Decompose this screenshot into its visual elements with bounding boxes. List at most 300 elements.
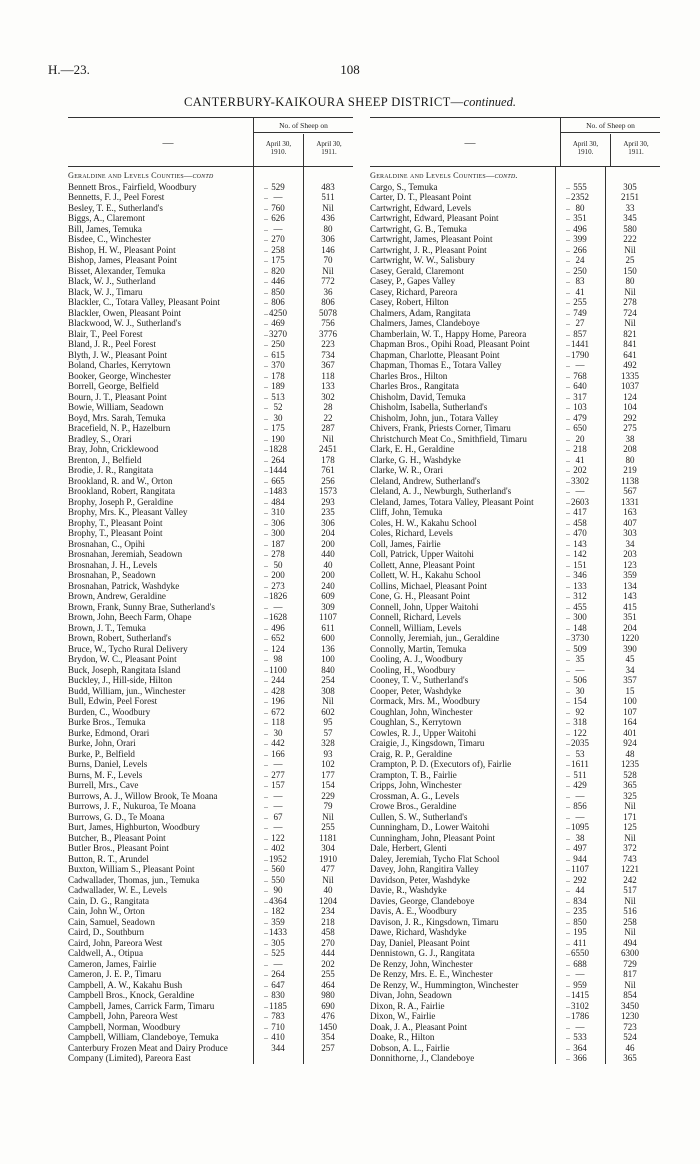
owner-name: Bruce, W., Tycho Rural Delivery <box>68 643 188 654</box>
table-row <box>370 518 660 529</box>
sheep-1910: 710 <box>271 1021 285 1032</box>
sheep-1910: 484 <box>271 496 285 507</box>
leader-dots: .. <box>264 297 268 306</box>
sheep-1911: 729 <box>623 958 637 969</box>
owner-name: Bill, James, Temuka <box>68 223 142 234</box>
table-row <box>370 686 660 697</box>
table-row <box>68 192 353 203</box>
table-row <box>370 812 660 823</box>
sheep-1910: 850 <box>271 286 285 297</box>
table-row <box>370 203 660 214</box>
owner-name: Brosnahan, J. H., Levels <box>68 559 158 570</box>
table-row <box>370 528 660 539</box>
sheep-1911: Nil <box>322 874 334 885</box>
leader-dots: .. <box>264 780 268 789</box>
sheep-1911: 303 <box>623 528 637 538</box>
sheep-1911: 5078 <box>319 307 337 318</box>
sheep-1910: 688 <box>573 958 587 969</box>
owner-name: Collett, Anne, Pleasant Point <box>370 559 475 570</box>
owner-name: Cooper, Peter, Washdyke <box>370 685 462 696</box>
leader-dots: .. <box>566 864 570 873</box>
table-row <box>370 885 660 896</box>
table-row <box>370 560 660 571</box>
table-row <box>68 707 353 718</box>
owner-name: Day, Daniel, Pleasant Point <box>370 937 470 948</box>
owner-name: Doake, R., Hilton <box>370 1032 435 1042</box>
sheep-1911: 15 <box>625 685 635 696</box>
table-row <box>370 329 660 340</box>
table-row <box>68 255 353 266</box>
table-row <box>68 1001 353 1012</box>
sheep-1910: 652 <box>271 633 285 643</box>
sheep-1911: 234 <box>321 906 335 916</box>
owner-name: Cadwallader, Thomas, jun., Temuka <box>68 874 200 885</box>
leader-dots: .. <box>264 601 268 611</box>
sheep-1911: 38 <box>625 433 635 444</box>
sheep-1910: 944 <box>573 853 587 864</box>
sheep-1911: 202 <box>321 958 335 969</box>
owner-name: Christchurch Meat Co., Smithfield, Timaru <box>370 433 527 444</box>
leader-dots: .. <box>264 874 268 884</box>
table-row <box>370 1022 660 1033</box>
owner-name: Carter, D. T., Pleasant Point <box>370 192 472 202</box>
leader-dots: .. <box>264 234 268 243</box>
leader-dots: .. <box>264 895 268 905</box>
leader-dots: .. <box>566 948 570 957</box>
table-row <box>370 360 660 371</box>
sheep-1910: 550 <box>271 874 285 885</box>
leader-dots: .. <box>264 192 268 201</box>
sheep-1910: 366 <box>573 1053 587 1063</box>
table-row <box>68 1043 353 1054</box>
owner-name: Bradley, S., Orari <box>68 433 132 444</box>
leader-dots: .. <box>264 276 268 285</box>
sheep-1910: 30 <box>575 685 585 696</box>
sheep-1911: 3776 <box>319 328 337 339</box>
table-row <box>370 465 660 476</box>
sheep-1910: 1444 <box>269 465 287 475</box>
sheep-1911: 354 <box>321 1032 335 1042</box>
leader-dots: .. <box>566 780 570 789</box>
header-group <box>253 118 353 166</box>
table-row <box>68 801 353 812</box>
owner-name: Dawe, Richard, Washdyke <box>370 927 467 937</box>
sheep-1911: 854 <box>623 990 637 1000</box>
owner-name: Burns, Daniel, Levels <box>68 759 148 769</box>
owner-name: Campbell, A. W., Kakahu Bush <box>68 979 183 990</box>
sheep-1910: 264 <box>271 969 285 979</box>
table-row <box>370 413 660 424</box>
owner-name: Bracefield, N. P., Hazelburn <box>68 423 171 433</box>
leader-dots: .. <box>264 843 268 852</box>
owner-name: Cain, Samuel, Seadown <box>68 916 155 927</box>
table-row <box>68 276 353 287</box>
sheep-1911: 125 <box>623 822 637 832</box>
table-row <box>370 665 660 676</box>
leader-dots: .. <box>264 885 268 894</box>
header-year-1911: April 30, 1911. <box>316 140 342 156</box>
sheep-1911: 34 <box>625 664 635 675</box>
owner-name: De Renzy, W., Hummington, Winchester <box>370 979 519 990</box>
table-row <box>370 444 660 455</box>
table-row <box>68 675 353 686</box>
leader-dots: .. <box>566 664 570 674</box>
owner-name: Divan, John, Seadown <box>370 990 452 1000</box>
table-row <box>68 623 353 634</box>
owner-name: Collins, Michael, Pleasant Point <box>370 580 487 591</box>
leader-dots: .. <box>566 360 570 369</box>
leader-dots: .. <box>566 853 570 863</box>
owner-name: Budd, William, jun., Winchester <box>68 685 186 696</box>
table-row <box>370 381 660 392</box>
owner-name: Cleland, A. J., Newburgh, Sutherland's <box>370 486 512 496</box>
sheep-1910: 455 <box>573 601 587 612</box>
table-row <box>68 927 353 938</box>
owner-name: Bishop, H. W., Pleasant Point <box>68 244 176 255</box>
sheep-1911: 204 <box>623 622 637 633</box>
sheep-1911: 351 <box>623 612 637 622</box>
sheep-1910: 3102 <box>571 1000 589 1011</box>
sheep-1910: 410 <box>271 1032 285 1042</box>
sheep-1911: 1910 <box>319 853 337 864</box>
sheep-1911: Nil <box>322 265 334 276</box>
owner-name: Boland, Charles, Kerrytown <box>68 360 171 370</box>
leader-dots: .. <box>264 391 268 401</box>
sheep-1910: 270 <box>271 234 285 244</box>
sheep-1911: Nil <box>624 244 636 255</box>
table-row <box>370 822 660 833</box>
sheep-1911: 1220 <box>621 633 639 643</box>
table-row <box>370 770 660 781</box>
leader-dots: .. <box>566 465 570 474</box>
sheep-1911: 1107 <box>319 612 337 622</box>
owner-name: Besley, T. E., Sutherland's <box>68 202 163 213</box>
table-row <box>370 497 660 508</box>
table-row <box>68 1032 353 1043</box>
sheep-1910: 497 <box>573 843 587 853</box>
sheep-1910: 189 <box>271 381 285 391</box>
table-row <box>68 906 353 917</box>
sheep-1910: 178 <box>271 370 285 381</box>
leader-dots: .. <box>264 927 268 936</box>
owner-name: Button, R. T., Arundel <box>68 853 149 864</box>
owner-name: Cullen, S. W., Sutherland's <box>370 811 468 822</box>
owner-name: Daley, Jeremiah, Tycho Flat School <box>370 853 500 864</box>
leader-dots: .. <box>264 1011 268 1020</box>
sheep-1911: Nil <box>322 811 334 822</box>
sheep-1910: 959 <box>573 979 587 990</box>
leader-dots: .. <box>566 1053 570 1062</box>
leader-dots: .. <box>264 759 268 768</box>
sheep-1911: 123 <box>623 559 637 570</box>
owner-name: Bland, J. R., Peel Forest <box>68 339 156 349</box>
sheep-1910: 806 <box>271 297 285 307</box>
table-row <box>68 591 353 602</box>
sheep-1911: 511 <box>321 192 335 202</box>
table-row <box>370 623 660 634</box>
sheep-1910: 1952 <box>269 853 287 864</box>
leader-dots: .. <box>566 454 570 464</box>
leader-dots: .. <box>566 265 570 275</box>
table-row <box>370 350 660 361</box>
leader-dots: .. <box>566 601 570 611</box>
sheep-1910: 1790 <box>571 349 589 360</box>
sheep-1911: 80 <box>323 223 333 234</box>
leader-dots: .. <box>264 633 268 642</box>
table-row <box>68 780 353 791</box>
table-row <box>68 465 353 476</box>
sheep-1911: 415 <box>623 601 637 612</box>
sheep-1911: 154 <box>321 780 335 790</box>
owner-name: Cripps, John, Winchester <box>370 780 462 790</box>
sheep-1911: 458 <box>321 927 335 937</box>
table-row <box>68 234 353 245</box>
leader-dots: .. <box>264 906 268 915</box>
sheep-1911: 365 <box>623 1053 637 1063</box>
owner-name: Coll, James, Fairlie <box>370 538 441 549</box>
title-main: CANTERBURY-KAIKOURA SHEEP DISTRICT— <box>184 95 464 109</box>
sheep-1911: 567 <box>623 486 637 496</box>
owner-name: Brodie, J. R., Rangitata <box>68 465 154 475</box>
owner-name: Buck, Joseph, Rangitata Island <box>68 664 181 675</box>
table-row <box>68 392 353 403</box>
table-row <box>370 570 660 581</box>
leader-dots: .. <box>566 202 570 212</box>
sheep-1911: 25 <box>625 255 635 265</box>
owner-name: Cartwright, W. W., Salisbury <box>370 255 475 265</box>
sheep-1910: 370 <box>271 360 285 370</box>
sheep-1910: 850 <box>573 916 587 927</box>
table-row <box>68 318 353 329</box>
owner-name: Brown, Andrew, Geraldine <box>68 591 166 601</box>
sheep-1911: 235 <box>321 507 335 517</box>
sheep-1911: 2451 <box>319 444 337 454</box>
leader-dots: .. <box>566 1042 570 1052</box>
table-row <box>370 990 660 1001</box>
leader-dots: .. <box>264 643 268 653</box>
sheep-1911: 609 <box>321 591 335 601</box>
sheep-1911: 46 <box>625 1042 635 1053</box>
left-table <box>68 117 353 1064</box>
leader-dots: .. <box>566 192 570 201</box>
owner-name: Brophy, T., Pleasant Point <box>68 528 163 538</box>
owner-name: Cain, John W., Orton <box>68 906 145 916</box>
leader-dots: .. <box>566 885 570 894</box>
leader-dots: .. <box>566 969 570 978</box>
table-row <box>370 318 660 329</box>
table-row <box>68 413 353 424</box>
owner-name: Burrows, G. D., Te Moana <box>68 811 165 822</box>
sheep-1911: 345 <box>623 213 637 223</box>
sheep-1911: 841 <box>623 339 637 349</box>
sheep-1911: 494 <box>623 937 637 948</box>
sheep-1911: 95 <box>323 717 333 727</box>
sheep-1911: 256 <box>321 475 335 486</box>
owner-name: Buxton, William S., Pleasant Point <box>68 864 195 874</box>
sheep-1910: 856 <box>573 801 587 811</box>
sheep-1910: 665 <box>271 475 285 486</box>
leader-dots: .. <box>566 381 570 390</box>
table-row <box>68 654 353 665</box>
table-row <box>68 224 353 235</box>
leader-dots: .. <box>264 370 268 380</box>
owner-name: Cone, G. H., Pleasant Point <box>370 591 471 601</box>
owner-name: Dixon, W., Fairlie <box>370 1011 436 1021</box>
leader-dots: .. <box>566 916 570 926</box>
sheep-1911: Nil <box>624 895 636 906</box>
table-row <box>68 938 353 949</box>
table-row <box>68 633 353 644</box>
sheep-1910: 278 <box>271 549 285 559</box>
sheep-1911: 133 <box>321 381 335 391</box>
owner-name: Brenton, J., Belfield <box>68 454 142 465</box>
sheep-1911: 257 <box>321 1042 335 1053</box>
owner-name: Cormack, Mrs. M., Woodbury <box>370 696 480 706</box>
leader-dots: .. <box>264 969 268 978</box>
sheep-1911: 177 <box>321 769 335 780</box>
owner-name: Brophy, T., Pleasant Point <box>68 517 163 528</box>
owner-name: Coles, H. W., Kakahu School <box>370 517 477 528</box>
sheep-1911: 516 <box>623 906 637 916</box>
leader-dots: .. <box>566 412 570 422</box>
sheep-1910: 469 <box>271 318 285 328</box>
table-row <box>68 539 353 550</box>
table-row <box>370 875 660 886</box>
leader-dots: .. <box>566 675 570 684</box>
table-row <box>370 308 660 319</box>
sheep-1910: 1611 <box>571 759 589 769</box>
table-row <box>68 602 353 613</box>
sheep-1910: 38 <box>575 832 585 843</box>
sheep-1911: 107 <box>623 706 637 717</box>
sheep-1911: Nil <box>624 927 636 937</box>
leader-dots: .. <box>264 496 268 506</box>
sheep-1910: 768 <box>573 370 587 381</box>
table-row <box>68 350 353 361</box>
sheep-1910: 479 <box>573 412 587 423</box>
table-row <box>370 371 660 382</box>
owner-name: Burke, Edmond, Orari <box>68 727 150 738</box>
sheep-1910: 175 <box>271 423 285 433</box>
sheep-1911: Nil <box>624 801 636 811</box>
sheep-1910: 1483 <box>269 486 287 496</box>
owner-name: Canterbury Frozen Meat and Dairy Produce <box>68 1042 228 1053</box>
owner-name: Casey, Gerald, Claremont <box>370 265 464 276</box>
table-row <box>68 1053 353 1064</box>
sheep-1911: 304 <box>321 843 335 853</box>
sheep-1911: 1037 <box>621 381 639 391</box>
sheep-1910: 30 <box>273 727 283 738</box>
sheep-1911: 724 <box>623 307 637 318</box>
sheep-1910: 122 <box>271 832 285 843</box>
leader-dots: .. <box>566 822 570 831</box>
sheep-1910: 166 <box>271 748 285 759</box>
owner-name: Cleland, James, Totara Valley, Pleasant Point <box>370 496 534 507</box>
leader-dots: .. <box>264 202 268 212</box>
owner-name: Cunningham, D., Lower Waitohi <box>370 822 490 832</box>
owner-name: Butcher, B., Pleasant Point <box>68 832 166 843</box>
sheep-1910: — <box>575 664 585 675</box>
sheep-1910: 364 <box>573 1042 587 1053</box>
leader-dots: .. <box>566 591 570 600</box>
table-row <box>370 276 660 287</box>
sheep-1911: 143 <box>623 591 637 601</box>
sheep-1911: 79 <box>323 801 333 811</box>
sheep-1910: 154 <box>573 696 587 706</box>
sheep-1910: 429 <box>573 780 587 790</box>
sheep-1910: 1828 <box>269 444 287 454</box>
owner-name: Burke Bros., Temuka <box>68 717 146 727</box>
sheep-1911: 743 <box>623 853 637 864</box>
sheep-1911: 104 <box>623 402 637 412</box>
leader-dots: .. <box>566 622 570 632</box>
sheep-1910: 417 <box>573 507 587 517</box>
owner-name: Cooling, H., Woodbury <box>370 664 456 675</box>
sheep-1911: 1573 <box>319 486 337 496</box>
leader-dots: .. <box>566 580 570 590</box>
sheep-1911: 254 <box>321 675 335 685</box>
leader-dots: .. <box>264 958 268 968</box>
sheep-1910: 250 <box>271 339 285 349</box>
sheep-1910: 647 <box>271 979 285 990</box>
sheep-1911: 611 <box>321 622 335 633</box>
sheep-1910: 3730 <box>571 633 589 643</box>
sheep-1911: 136 <box>321 643 335 654</box>
sheep-1911: 134 <box>623 580 637 591</box>
owner-name: Cartwright, J. R., Pleasant Point <box>370 244 487 255</box>
table-row <box>68 959 353 970</box>
table-row <box>370 633 660 644</box>
table-row <box>370 297 660 308</box>
sheep-1911: 528 <box>623 769 637 780</box>
owner-name: Dixon, R. A., Fairlie <box>370 1000 445 1011</box>
sheep-1910: — <box>273 192 283 202</box>
page-number: 108 <box>340 62 360 77</box>
owner-name: Cooney, T. V., Sutherland's <box>370 675 469 685</box>
leader-dots: .. <box>566 549 570 558</box>
table-row <box>370 255 660 266</box>
owner-name: Caird, John, Pareora West <box>68 937 163 948</box>
sheep-1911: 390 <box>623 643 637 654</box>
owner-name: Caird, D., Southburn <box>68 927 145 937</box>
owner-name: Borrell, George, Belfield <box>68 381 159 391</box>
table-row <box>68 329 353 340</box>
owner-name: Bishop, James, Pleasant Point <box>68 255 177 265</box>
owner-name: Coll, Patrick, Upper Waitohi <box>370 549 474 559</box>
leader-dots: .. <box>264 307 268 317</box>
leader-dots: .. <box>264 507 268 516</box>
owner-name: Burden, C., Woodbury <box>68 706 151 717</box>
sheep-1910: 300 <box>271 528 285 538</box>
owner-name: Brosnahan, P., Seadown <box>68 570 156 580</box>
sheep-1910: 560 <box>271 864 285 874</box>
leader-dots: .. <box>264 475 268 485</box>
sheep-1910: 533 <box>573 1032 587 1042</box>
sheep-1911: Nil <box>322 696 334 706</box>
table-row <box>68 297 353 308</box>
sheep-1911: 40 <box>323 559 333 570</box>
owner-name: Craigie, J., Kingsdown, Timaru <box>370 738 485 748</box>
sheep-1911: 48 <box>625 748 635 759</box>
leader-dots: .. <box>264 223 268 233</box>
table-row <box>370 434 660 445</box>
owner-name: Coles, Richard, Levels <box>370 528 453 538</box>
sheep-1910: 2352 <box>571 192 589 202</box>
sheep-1910: 200 <box>271 570 285 580</box>
leader-dots: .. <box>264 748 268 758</box>
sheep-1910: — <box>273 759 283 769</box>
sheep-1910: 124 <box>271 643 285 654</box>
